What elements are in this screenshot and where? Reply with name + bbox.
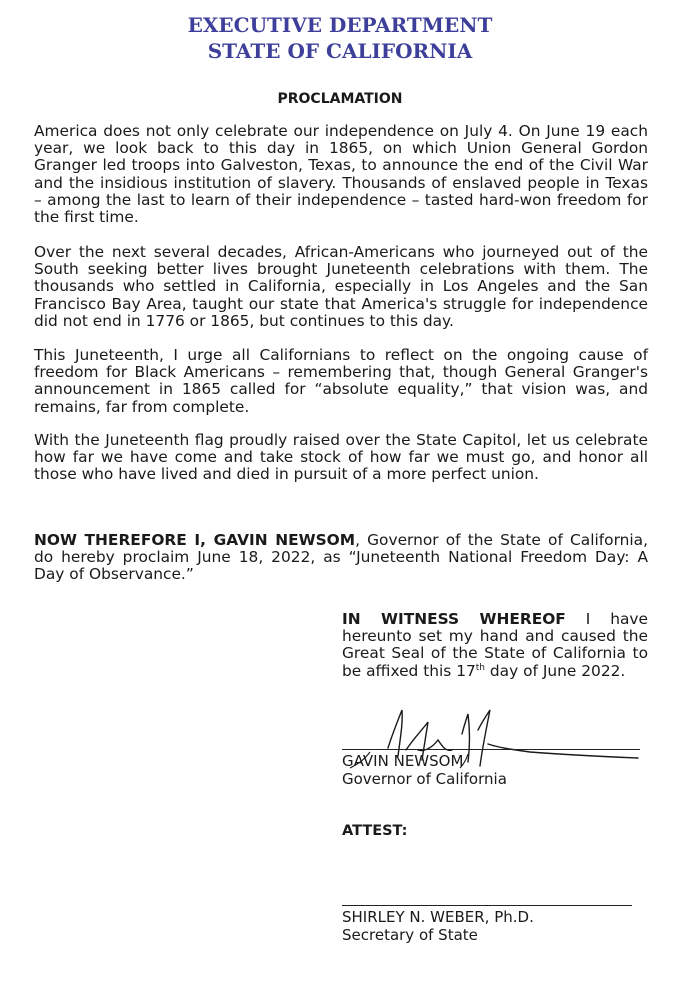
proclamation-statement [34,532,648,584]
governor-title: Governor of California [342,770,507,788]
attest-label: ATTEST: [342,823,408,839]
paragraph-4: With the Juneteenth flag proudly raised over the State Capitol, let us celebrate how far we have come and take stock of how far we must go, and honor all those who have lived and died in pursuit of a more perfect union. [34,431,648,484]
governor-signature-line [342,749,640,750]
witness-day: 17 [456,661,476,680]
governor-name: GAVIN NEWSOM [342,752,464,770]
secretary-name: SHIRLEY N. WEBER, Ph.D. [342,908,534,926]
header-line-2: STATE OF CALIFORNIA [207,39,473,63]
witness-text-before: I have hereunto set my hand and caused the Great Seal of the State of California to be affixed this [342,610,649,680]
document-header [0,12,680,64]
paragraph-3: This Juneteenth, I urge all Californians to reflect on the ongoing cause of freedom for Black Americans – remembering that, though General Granger's announcement in 1865 called for “absolute equality,” that vision was, and remains, far from complete. [34,346,648,416]
witness-lead: IN WITNESS WHEREOF [342,610,566,628]
witness-day-suffix: th [475,662,486,673]
header-line-1: EXECUTIVE DEPARTMENT [187,13,493,37]
witness-statement [342,611,648,680]
paragraph-2: Over the next several decades, African-Americans who journeyed out of the South seeking better lives brought Juneteenth celebrations with them. The thousands who settled in California, especially in Los Angeles and the San Francisco Bay Area, taught our state that America's struggle for independence did not end in 1776 or 1865, but continues to this day. [34,243,648,330]
proclamation-title: PROCLAMATION [277,91,403,107]
proclamation-body: , Governor of the State of California, do hereby proclaim June 18, 2022, as “Juneteenth National Freedom Day: A Day of Observance.” [34,531,648,584]
attest-signature-line [342,905,632,906]
secretary-title: Secretary of State [342,926,478,944]
paragraph-1: America does not only celebrate our independence on July 4. On June 19 each year, we look back to this day in 1865, on which Union General Gordon Granger led troops into Galveston, Texas, to announce the end of the Civil War and the insidious institution of slavery. Thousands of enslaved people in Texas – among the last to learn of their independence – tasted hard-won freedom for the first time. [34,122,648,227]
witness-text-after: day of June 2022. [485,661,626,680]
proclamation-lead: NOW THEREFORE I, GAVIN NEWSOM [34,531,356,549]
